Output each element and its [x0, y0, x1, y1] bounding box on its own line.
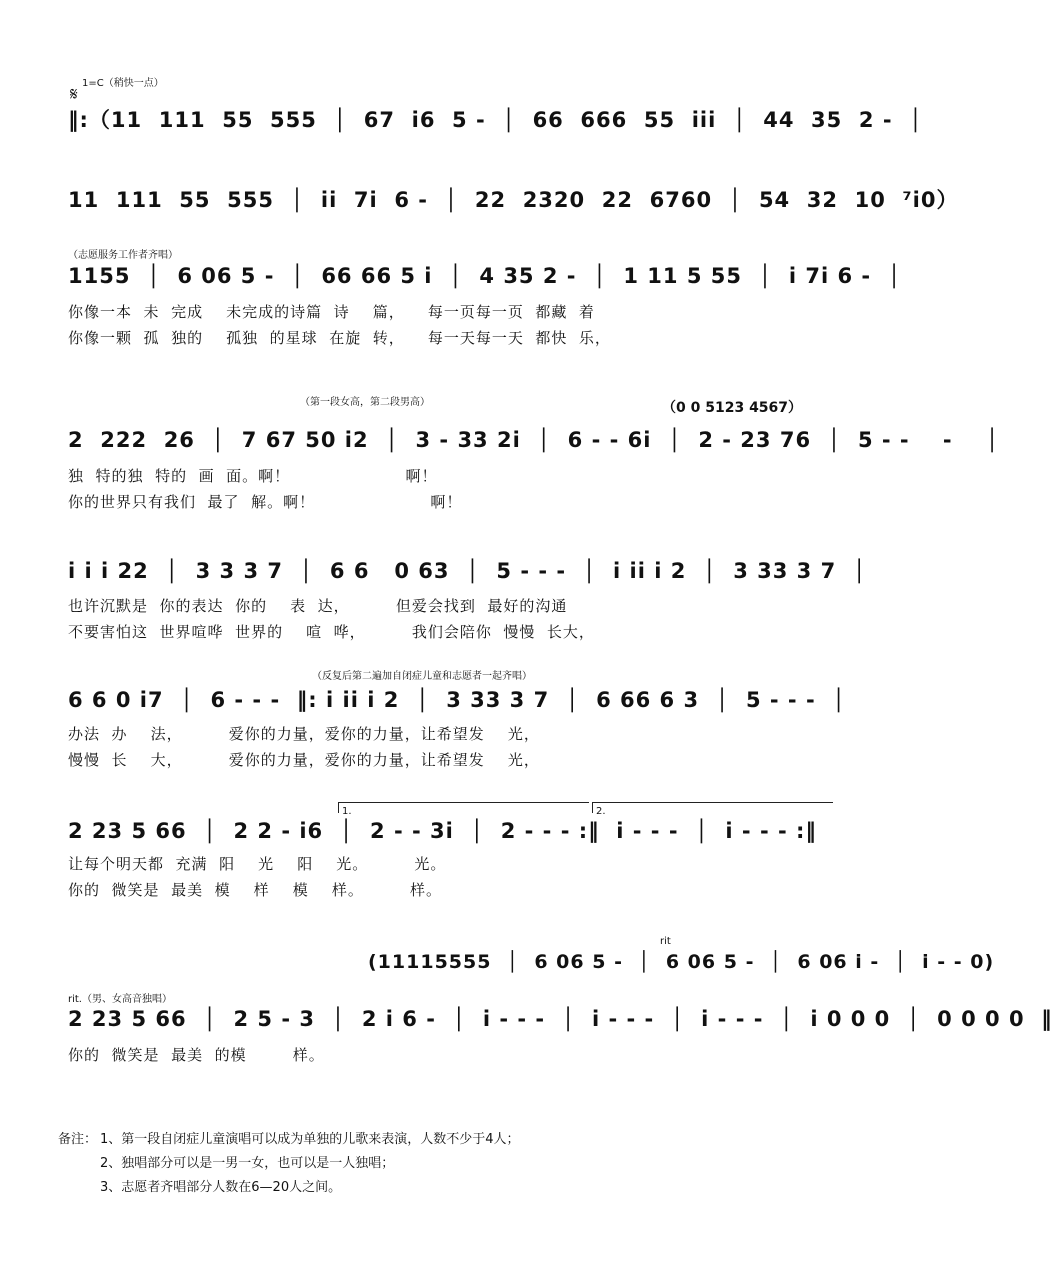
remark-3: 3、志愿者齐唱部分人数在6—20人之间。	[100, 1180, 342, 1195]
key-tempo: 1=C（稍快一点）	[82, 78, 164, 89]
section-3-lyric-2: 不要害怕这 世界喧哗 世界的 喧 哗， 我们会陪你 慢慢 长大，	[68, 623, 595, 641]
section-5-lyric-2: 你的 微笑是 最美 模 样 模 样。 样。	[68, 881, 442, 899]
intro-line-1: ‖:（11 111 55 555 │ 67 i6 5 - │ 66 666 55 iii │ 44 35 2 - │	[68, 108, 923, 132]
section-5-music: 2 23 5 66 │ 2 2 - i6 │ 2 - - 3i │ 2 - - - :‖ i - - - │ i - - - :‖	[68, 819, 817, 843]
volta-1-label: 1.	[342, 806, 352, 817]
section-5-lyric-1: 让每个明天都 充满 阳 光 阳 光。 光。	[68, 855, 447, 873]
section-1-lyric-1: 你像一本 未 完成 未完成的诗篇 诗 篇， 每一页每一页 都藏 着	[68, 303, 595, 321]
segno-mark: 𝄋	[70, 84, 78, 105]
section-4-lyric-1: 办法 办 法， 爱你的力量，爱你的力量，让希望发 光，	[68, 725, 540, 743]
section-1-music: 1155 │ 6 06 5 - │ 66 66 5 i │ 4 35 2 - │ 1 11 5 55 │ i 7i 6 - │	[68, 264, 902, 288]
section-1-note: （志愿服务工作者齐唱）	[68, 250, 178, 261]
section-4-lyric-2: 慢慢 长 大， 爱你的力量，爱你的力量，让希望发 光，	[68, 751, 540, 769]
section-4-note: （反复后第二遍加自闭症儿童和志愿者一起齐唱）	[312, 671, 532, 682]
volta-2-label: 2.	[596, 806, 606, 817]
section-1-lyric-2: 你像一颗 孤 独的 孤独 的星球 在旋 转， 每一天每一天 都快 乐，	[68, 329, 611, 347]
section-4-music: 6 6 0 i7 │ 6 - - - ‖: i ii i 2 │ 3 33 3 7 │ 6 66 6 3 │ 5 - - - │	[68, 688, 846, 712]
section-6-lyric-1: 你的 微笑是 最美 的模 样。	[68, 1046, 325, 1064]
section-3-music: i i i 22 │ 3 3 3 7 │ 6 6 0 63 │ 5 - - - │ i ii i 2 │ 3 33 3 7 │	[68, 559, 867, 583]
section-2-lyric-1: 独 特的独 特的 画 面。啊！ 啊！	[68, 467, 438, 485]
remark-1: 1、第一段自闭症儿童演唱可以成为单独的儿歌来表演，人数不少于4人；	[100, 1132, 520, 1147]
section-2-note-2: （0 0 5123 4567）	[662, 400, 803, 416]
section-3-lyric-1: 也许沉默是 你的表达 你的 表 达， 但爱会找到 最好的沟通	[68, 597, 568, 615]
section-6-note: rit.（男、女高音独唱）	[68, 994, 172, 1005]
volta-2-bracket	[592, 802, 833, 813]
remarks-title: 备注：	[58, 1132, 98, 1147]
section-2-lyric-2: 你的世界只有我们 最了 解。啊！ 啊！	[68, 493, 463, 511]
interlude-music: (11115555 │ 6 06 5 - │ 6 06 5 - │ 6 06 i - │ i - - 0)	[368, 951, 995, 973]
remark-2: 2、独唱部分可以是一男一女，也可以是一人独唱；	[100, 1156, 395, 1171]
volta-1-bracket	[338, 802, 589, 813]
section-2-note: （第一段女高，第二段男高）	[300, 397, 430, 408]
intro-line-2: 11 111 55 555 │ ii 7i 6 - │ 22 2320 22 6760 │ 54 32 10 ⁷i0）	[68, 188, 959, 212]
section-6-music: 2 23 5 66 │ 2 5 - 3 │ 2 i 6 - │ i - - - │ i - - - │ i - - - │ i 0 0 0 │ 0 0 0 0 ‖	[68, 1007, 1053, 1031]
section-2-music: 2 222 26 │ 7 67 50 i2 │ 3 - 33 2i │ 6 - - 6i │ 2 - 23 76 │ 5 - - - │	[68, 428, 1000, 452]
rit-mark: rit	[660, 936, 671, 947]
